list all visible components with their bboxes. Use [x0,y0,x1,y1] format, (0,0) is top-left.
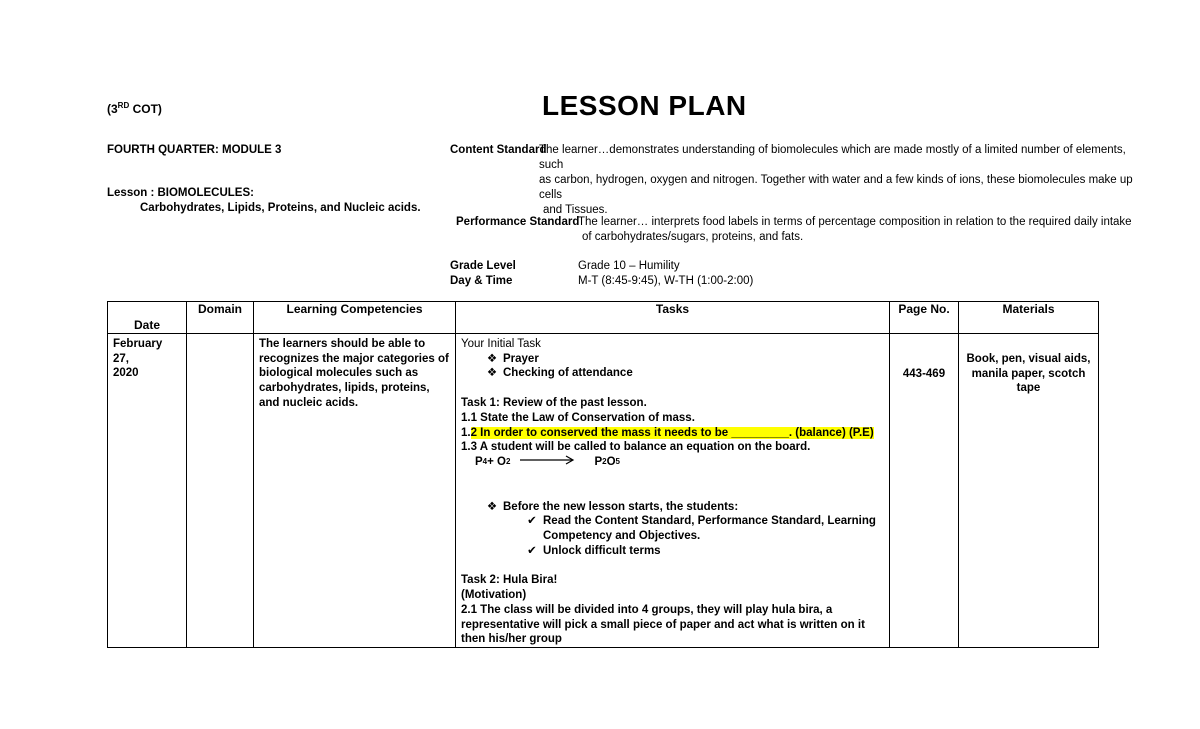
lesson-sub: Carbohydrates, Lipids, Proteins, and Nucleic acids. [140,202,421,214]
task2-sub: (Motivation) [461,589,527,602]
quarter-label: FOURTH QUARTER: MODULE 3 [107,144,282,156]
table-row [108,334,1099,648]
cell-tasks [456,334,890,648]
performance-standard-text [578,215,1138,245]
header-materials: Materials [959,302,1099,334]
date-line-1: February 27, [113,338,163,365]
content-standard-text [539,143,1139,218]
cell-materials [959,334,1099,648]
header-page: Page No. [890,302,959,334]
checkmark-icon: ✔ [527,515,537,528]
task2-1: 2.1 The class will be divided into 4 groups, they will play hula bira, a representative will pick a small piece of paper and act what is written on it then his/her group [461,603,865,646]
list-item: ✔ Unlock difficult terms [461,544,884,559]
list-item: ❖ Checking of attendance [461,366,884,381]
materials-text: Book, pen, visual aids, manila paper, scotch tape [966,353,1091,395]
diamond-bullet-icon: ❖ [486,352,498,365]
day-time-value: M-T (8:45-9:45), W-TH (1:00-2:00) [578,275,754,287]
content-standard-line-2: as carbon, hydrogen, oxygen and nitrogen. Together with water and a few kinds of ions, these biomolecules make up cells [539,174,1133,201]
content-standard-label: Content Standard [450,144,547,156]
initial-task-title: Your Initial Task [461,338,541,350]
cot-label: (3RD COT) [107,101,162,116]
list-item: ❖ Before the new lesson starts, the students: [461,500,884,515]
table-header-row [108,302,1099,334]
grade-day-labels [450,259,516,289]
grade-level-label: Grade Level [450,260,516,272]
cell-date [108,334,187,648]
grade-day-values [578,259,753,289]
diamond-bullet-icon: ❖ [486,367,498,380]
content-standard-line-3: and Tissues. [543,204,608,216]
reaction-arrow-icon [520,455,580,470]
grade-level-value: Grade 10 – Humility [578,260,680,272]
cell-page [890,334,959,648]
lesson-info [107,186,421,216]
page-title: LESSON PLAN [542,90,747,121]
list-item: ✔ Read the Content Standard, Performance Standard, Learning Competency and Objectives. [461,514,884,543]
header-domain: Domain [187,302,254,334]
header-date: Date [108,302,187,334]
content-standard-line-1: The learner…demonstrates understanding of biomolecules which are made mostly of a limited number of elements, such [539,144,1126,171]
checkmark-icon: ✔ [527,544,537,557]
task1-title: Task 1: Review of the past lesson. [461,397,647,410]
task2-title: Task 2: Hula Bira! [461,574,558,587]
header-competencies: Learning Competencies [254,302,456,334]
performance-standard-line-1: The learner… interprets food labels in terms of percentage composition in relation to the required daily intake [578,216,1132,228]
highlighted-question: 2 In order to conserved the mass it needs to be _________. (balance) (P.E) [470,426,874,439]
lesson-table [107,301,1099,648]
day-time-label: Day & Time [450,275,513,287]
performance-standard-line-2: of carbohydrates/sugars, proteins, and fats. [582,231,804,243]
list-item: ❖ Prayer [461,352,884,367]
task1-1: 1.1 State the Law of Conservation of mass. [461,411,695,424]
task1-2: 1.2 In order to conserved the mass it needs to be _________. (balance) (P.E) [461,426,874,439]
cell-domain [187,334,254,648]
cell-competencies: The learners should be able to recognizes the major categories of biological molecules such as carbohydrates, lipids, proteins, and nucleic acids. [254,334,456,648]
page-range: 443-469 [902,368,946,380]
date-line-2: 2020 [113,367,139,380]
header-tasks: Tasks [456,302,890,334]
task1-3: 1.3 A student will be called to balance an equation on the board. [461,441,811,454]
diamond-bullet-icon: ❖ [486,500,498,513]
performance-standard-label: Performance Standard [456,216,580,228]
lesson-label: Lesson : BIOMOLECULES: [107,187,254,199]
chemical-equation: P 4 + O 2 P 2 O 5 [475,455,620,468]
